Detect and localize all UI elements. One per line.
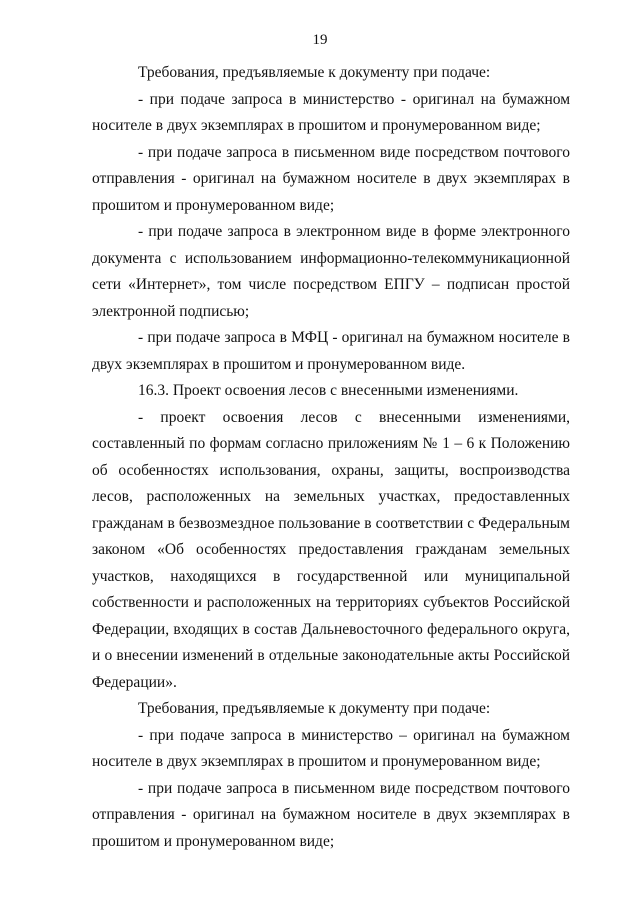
paragraph-requirements-heading: Требования, предъявляемые к документу при подаче: <box>138 64 491 81</box>
paragraph-requirements-heading-2: Требования, предъявляемые к документу при подаче: <box>138 700 491 717</box>
paragraph-section-16-3: 16.3. Проект освоения лесов с внесенными изменениями. <box>138 382 519 399</box>
paragraph-forest-project: - проект освоения лесов с внесенными изменениями, составленный по формам согласно приложениям № 1 – 6 к Положению об особенностях использования, охраны, защиты, воспроизводства лесов, расположенных на земельных участках, предоставленных гражданам в безвозмездное пользование в соответствии с Федеральным законом «Об особенностях предоставления гражданам земельных участков, находящихся в государственной или муниципальной собственности и расположенных на территориях субъектов Российской Федерации, входящих в состав Дальневосточного федерального округа, и о внесении изменений в отдельные законодательные акты Российской Федерации». <box>92 408 570 691</box>
page-number: 19 <box>312 32 328 48</box>
document-body <box>92 60 570 855</box>
paragraph-mfc: - при подаче запроса в МФЦ - оригинал на бумажном носителе в двух экземплярах в прошитом и пронумерованном виде. <box>92 329 570 373</box>
paragraph-postal-2: - при подаче запроса в письменном виде посредством почтового отправления - оригинал на бумажном носителе в двух экземплярах в прошитом и пронумерованном виде; <box>92 779 570 850</box>
paragraph-postal: - при подаче запроса в письменном виде посредством почтового отправления - оригинал на бумажном носителе в двух экземплярах в прошитом и пронумерованном виде; <box>92 143 570 214</box>
paragraph-electronic: - при подаче запроса в электронном виде в форме электронного документа с использованием информационно-телекоммуникационной сети «Интернет», том числе посредством ЕПГУ – подписан простой электронной подписью; <box>92 223 570 320</box>
paragraph-ministry-2: - при подаче запроса в министерство – оригинал на бумажном носителе в двух экземплярах в прошитом и пронумерованном виде; <box>92 726 570 770</box>
paragraph-ministry: - при подаче запроса в министерство - оригинал на бумажном носителе в двух экземплярах в прошитом и пронумерованном виде; <box>92 90 570 134</box>
